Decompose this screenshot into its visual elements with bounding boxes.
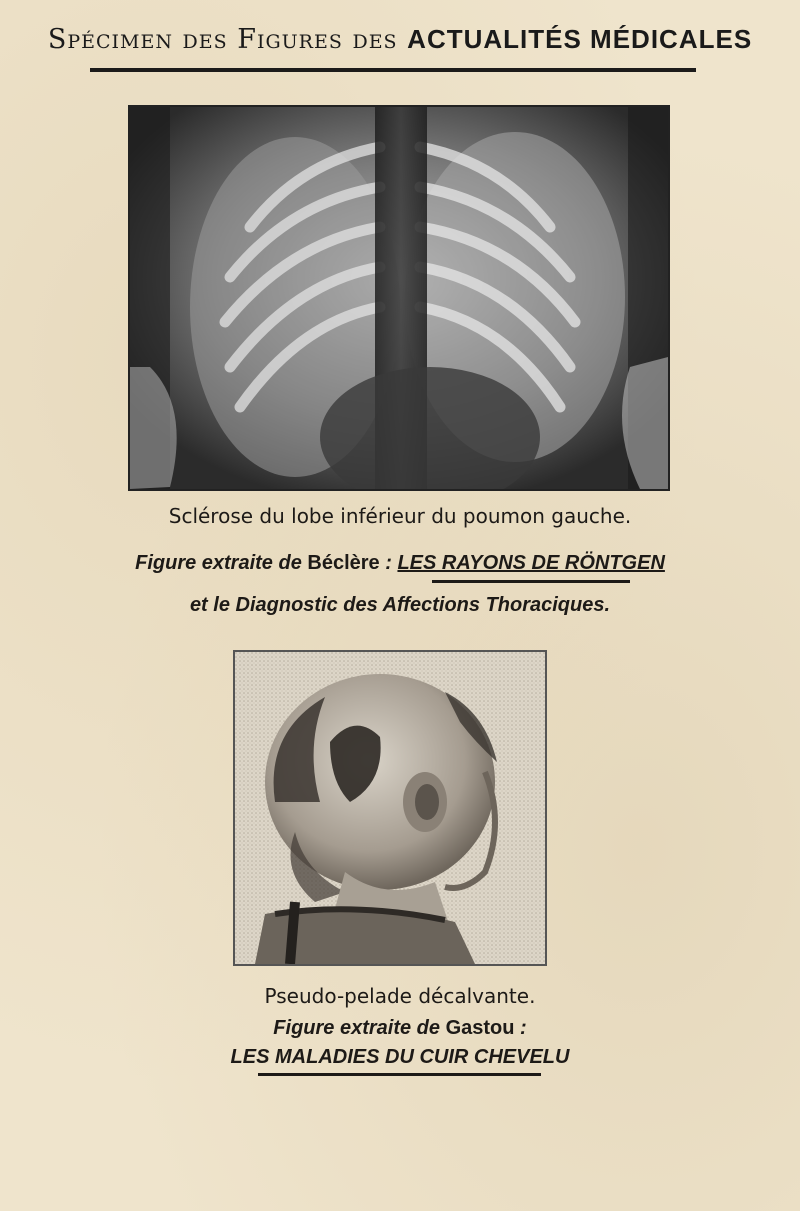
figure2-credit-sep: : (514, 1017, 527, 1039)
head-photograph (233, 650, 547, 966)
figure1-credit-sep: : (379, 552, 398, 574)
figure2-book-rule (258, 1073, 541, 1076)
figure1-credit-prefix: Figure extraite de (135, 552, 308, 574)
xray-image (128, 105, 670, 491)
figure2-credit-author: Gastou (445, 1017, 515, 1039)
title-rule (90, 68, 696, 72)
figure1-credit-line2: et le Diagnostic des Affections Thoraciques. (189, 594, 611, 616)
page-title-strong: ACTUALITÉS MÉDICALES (407, 24, 753, 54)
xray-illustration (130, 107, 668, 489)
figure1-credit (0, 552, 800, 575)
head-photo-illustration (235, 652, 545, 964)
page-title-prefix: Spécimen des Figures des (47, 24, 408, 55)
figure2-credit-prefix: Figure extraite de (273, 1017, 446, 1039)
figure1-credit-book: LES RAYONS DE RÖNTGEN (397, 552, 665, 574)
figure1-credit-author: Béclère (307, 552, 380, 574)
figure2-caption: Pseudo-pelade décalvante. (264, 984, 536, 1008)
figure1-book-rule (432, 580, 630, 583)
figure1-caption: Sclérose du lobe inférieur du poumon gauche. (168, 504, 632, 528)
figure2-credit (0, 1017, 800, 1040)
page-title (0, 24, 800, 55)
figure2-credit-book: LES MALADIES DU CUIR CHEVELU (230, 1046, 570, 1068)
